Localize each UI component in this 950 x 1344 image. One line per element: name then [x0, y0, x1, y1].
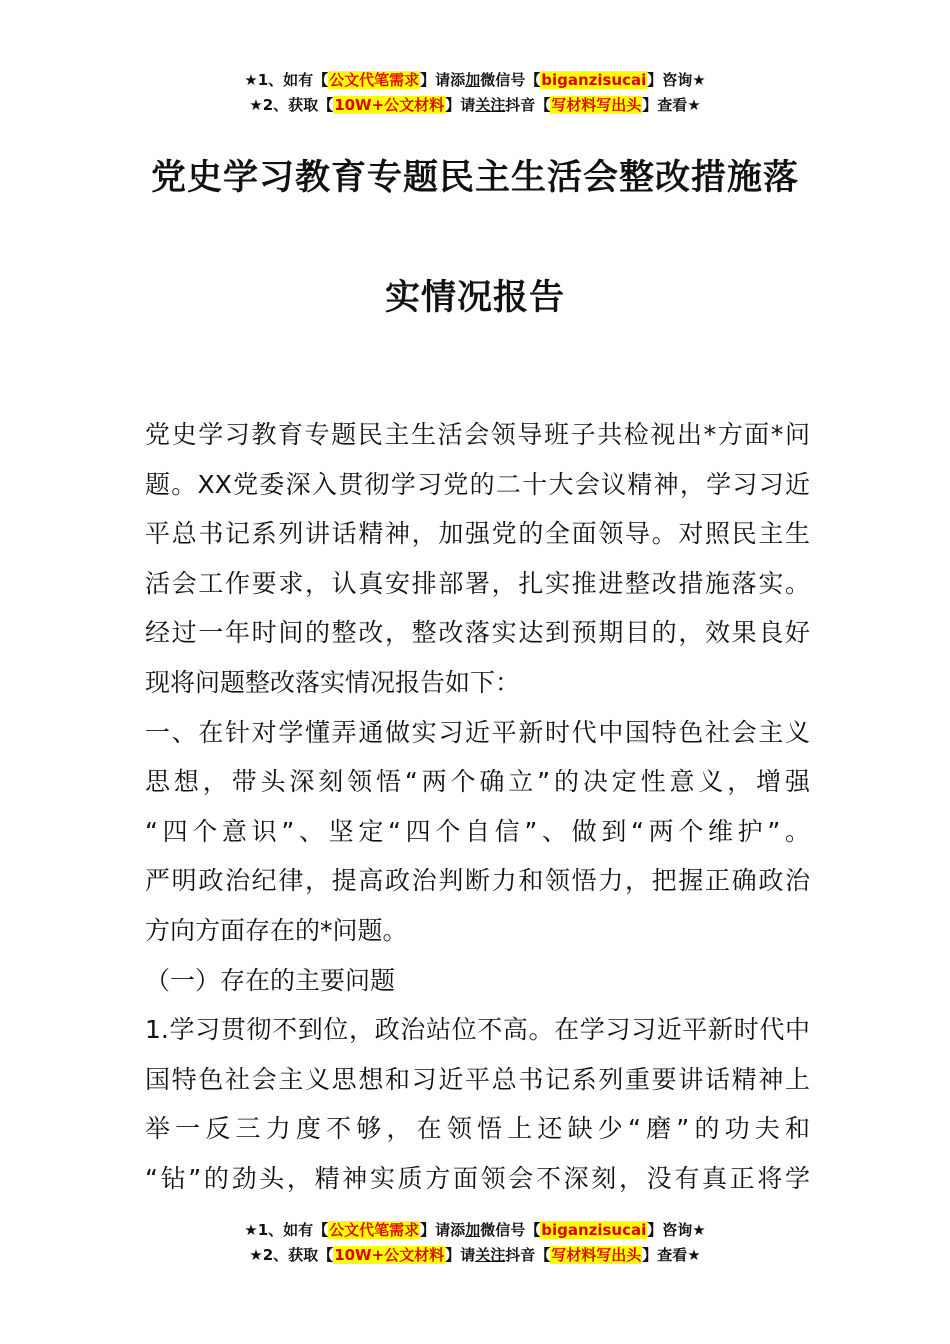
highlight-text: biganzisucai	[541, 1221, 647, 1239]
banner-text: 】咨询★	[647, 1221, 706, 1239]
doc-body	[145, 410, 810, 1204]
banner-text: ★1、如有【	[244, 1221, 329, 1239]
body-line: 1.学习贯彻不到位，政治站位不高。在学习习近平新时代中	[145, 1015, 810, 1045]
highlight-text: biganzisucai	[541, 71, 647, 89]
banner-text: ★2、获取【	[249, 1246, 334, 1264]
banner-line-2	[0, 1243, 950, 1268]
section-heading: 思想，带头深刻领悟“两个确立”的决定性意义，增强	[145, 767, 810, 797]
body-line: 经过一年时间的整改，整改落实达到预期目的，效果良好	[145, 618, 810, 648]
banner-text: ★2、获取【	[249, 96, 334, 114]
body-line: 现将问题整改落实情况报告如下：	[145, 667, 521, 697]
banner-text: 】请添	[420, 71, 466, 89]
banner-text: 微信号【	[480, 71, 541, 89]
banner-text: 】请添	[420, 1221, 466, 1239]
body-line: 活会工作要求，认真安排部署，扎实推进整改措施落实。	[145, 568, 810, 598]
banner-text: 】查看★	[642, 96, 701, 114]
body-line: 国特色社会主义思想和习近平总书记系列重要讲话精神上	[145, 1064, 810, 1094]
body-line: 题。XX党委深入贯彻学习党的二十大会议精神，学习习近	[145, 469, 810, 499]
banner-text: 抖音【	[505, 96, 551, 114]
banner-text: 】请	[445, 1246, 476, 1264]
highlight-text: 10W+公文材料	[334, 1246, 445, 1264]
top-banner	[0, 68, 950, 118]
section-heading: 严明政治纪律，提高政治判断力和领悟力，把握正确政治	[145, 866, 810, 896]
underlined-text: 关注	[475, 96, 506, 114]
banner-text: 】查看★	[642, 1246, 701, 1264]
highlight-text: 10W+公文材料	[334, 96, 445, 114]
body-line: 举一反三力度不够，在领悟上还缺少“磨”的功夫和	[145, 1114, 810, 1144]
section-heading: 方向方面存在的*问题。	[145, 915, 408, 945]
body-line: 党史学习教育专题民主生活会领导班子共检视出*方面*问	[145, 420, 810, 449]
doc-title-line-2: 实情况报告	[384, 278, 565, 318]
highlight-text: 写材料写出头	[551, 1246, 642, 1264]
banner-text: 】咨询★	[647, 71, 706, 89]
subsection-heading: （一）存在的主要问题	[145, 965, 396, 995]
banner-text: ★1、如有【	[244, 71, 329, 89]
underlined-text: 加	[465, 71, 481, 89]
banner-line-1	[0, 1218, 950, 1243]
banner-text: 抖音【	[505, 1246, 551, 1264]
underlined-text: 关注	[475, 1246, 506, 1264]
section-heading: “四个意识”、坚定“四个自信”、做到“两个维护”。	[145, 816, 810, 846]
body-line: 平总书记系列讲话精神，加强党的全面领导。对照民主生	[145, 519, 810, 549]
body-line: “钻”的劲头，精神实质方面领会不深刻，没有真正将学	[145, 1163, 810, 1193]
highlight-text: 公文代笔需求	[329, 1221, 420, 1239]
banner-text: 微信号【	[480, 1221, 541, 1239]
doc-title-line-1: 党史学习教育专题民主生活会整改措施落	[150, 158, 799, 198]
banner-line-1	[0, 68, 950, 93]
highlight-text: 写材料写出头	[551, 96, 642, 114]
section-heading: 一、在针对学懂弄通做实习近平新时代中国特色社会主义	[145, 717, 810, 747]
highlight-text: 公文代笔需求	[329, 71, 420, 89]
banner-line-2	[0, 93, 950, 118]
underlined-text: 加	[465, 1221, 481, 1239]
bottom-banner	[0, 1218, 950, 1268]
banner-text: 】请	[445, 96, 476, 114]
